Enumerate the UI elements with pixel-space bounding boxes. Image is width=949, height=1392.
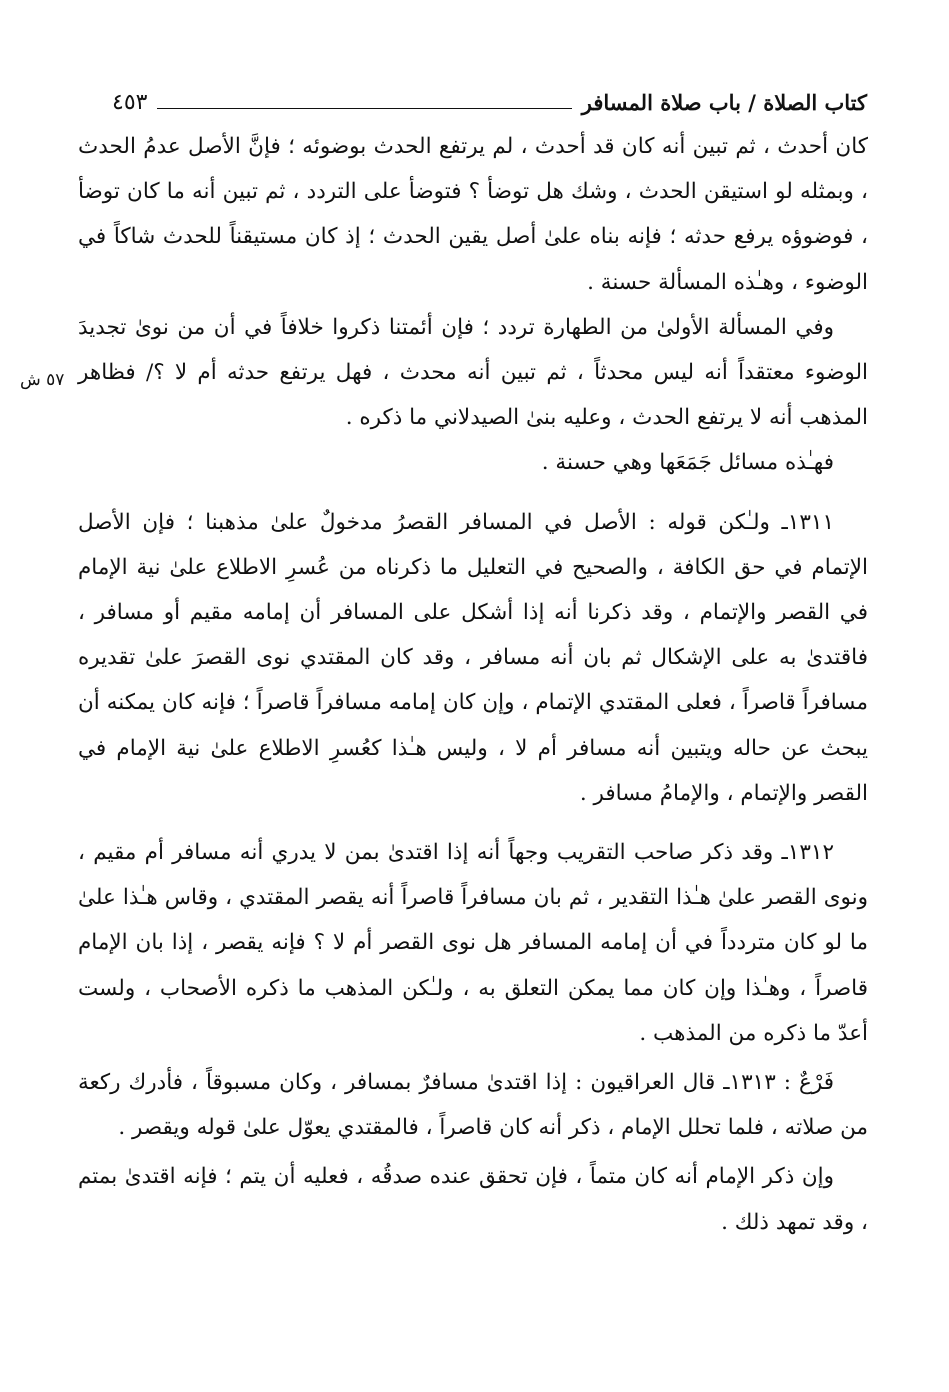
paragraph-final: وإن ذكر الإمام أنه كان متماً ، فإن تحقق عنده صدقُه ، فعليه أن يتم ؛ فإنه اقتدىٰ بمتم ، وقد تمهد ذلك . — [78, 1164, 868, 1235]
paragraph-continuation: كان أحدث ، ثم تبين أنه كان قد أحدث ، لم يرتفع الحدث بوضوئه ؛ فإنَّ الأصل عدمُ الحدث ، وبمثله لو استيقن الحدث ، وشك هل توضأ ؟ فتوضأ على التردد ، ثم تبين أنه ما كان توضأ ، فوضوؤه يرفع حدثه ؛ فإنه بناه علىٰ أصل يقين الحدث ؛ إذ كان مستيقناً للحدث شاكاً في الوضوء ، وهـٰذه المسألة حسنة . — [78, 134, 868, 295]
header-rule — [157, 108, 571, 109]
page-body — [78, 124, 868, 1245]
margin-folio-note: ٥٧ ش — [20, 370, 65, 390]
paragraph-1311: ١٣١١ـ ولـٰكن قوله : الأصل في المسافر القصرُ مدخولٌ علىٰ مذهبنا ؛ فإن الأصل الإتمام في حق الكافة ، والصحيح في التعليل ما ذكرناه من عُسرِ الاطلاع علىٰ نية الإمام في القصر والإتمام ، وقد ذكرنا أنه إذا أشكل على المسافر أن إمامه مقيم أو مسافر ، فاقتدىٰ به على الإشكال ثم بان أنه مسافر ، وقد كان المقتدي نوى القصرَ علىٰ تقديره مسافراً قاصراً ، فعلى المقتدي الإتمام ، وإن كان إمامه مسافراً قاصراً ؛ فإنه كان يمكنه أن يبحث عن حاله ويتبين أنه مسافر أم لا ، وليس هـٰذا كعُسرِ الاطلاع علىٰ نية الإمام في القصر والإتمام ، والإمامُ مسافر . — [78, 509, 868, 806]
paragraph-purity-question: وفي المسألة الأولىٰ من الطهارة تردد ؛ فإن أئمتنا ذكروا خلافاً في أن من نوىٰ تجديدَ الوضوء معتقداً أنه ليس محدثاً ، ثم تبين أنه محدث ، فهل يرتفع حدثه أم لا ؟/ فظاهر المذهب أنه لا يرتفع الحدث ، وعليه بنىٰ الصيدلاني ما ذكره . — [78, 314, 868, 431]
page-header — [112, 84, 867, 118]
paragraph-1313: فَرْعٌ : ١٣١٣ـ قال العراقيون : إذا اقتدىٰ مسافرٌ بمسافر ، وكان مسبوقاً ، فأدرك ركعة من صلاته ، فلما تحلل الإمام ، ذكر أنه كان قاصراً ، فالمقتدي يعوّل علىٰ قوله ويقصر . — [78, 1070, 868, 1141]
page-number: ٤٥٣ — [112, 90, 148, 115]
running-title: كتاب الصلاة / باب صلاة المسافر — [581, 90, 867, 115]
paragraph-summary: فهـٰذه مسائل جَمَعَها وهي حسنة . — [541, 450, 834, 476]
paragraph-1312: ١٣١٢ـ وقد ذكر صاحب التقريب وجهاً أنه إذا اقتدىٰ بمن لا يدري أنه مسافر أم مقيم ، ونوى القصر علىٰ هـٰذا التقدير ، ثم بان مسافراً قاصراً أنه يقصر المقتدي ، وقاس هـٰذا علىٰ ما لو كان متردداً في أن إمامه المسافر هل نوى القصر أم لا ؟ فإنه يقصر ، إذا بان الإمام قاصراً ، وهـٰذا وإن كان مما يمكن التعلق به ، ولـٰكن المذهب ما ذكره الأصحاب ، ولست أعدّ ما ذكره من المذهب . — [78, 840, 868, 1046]
